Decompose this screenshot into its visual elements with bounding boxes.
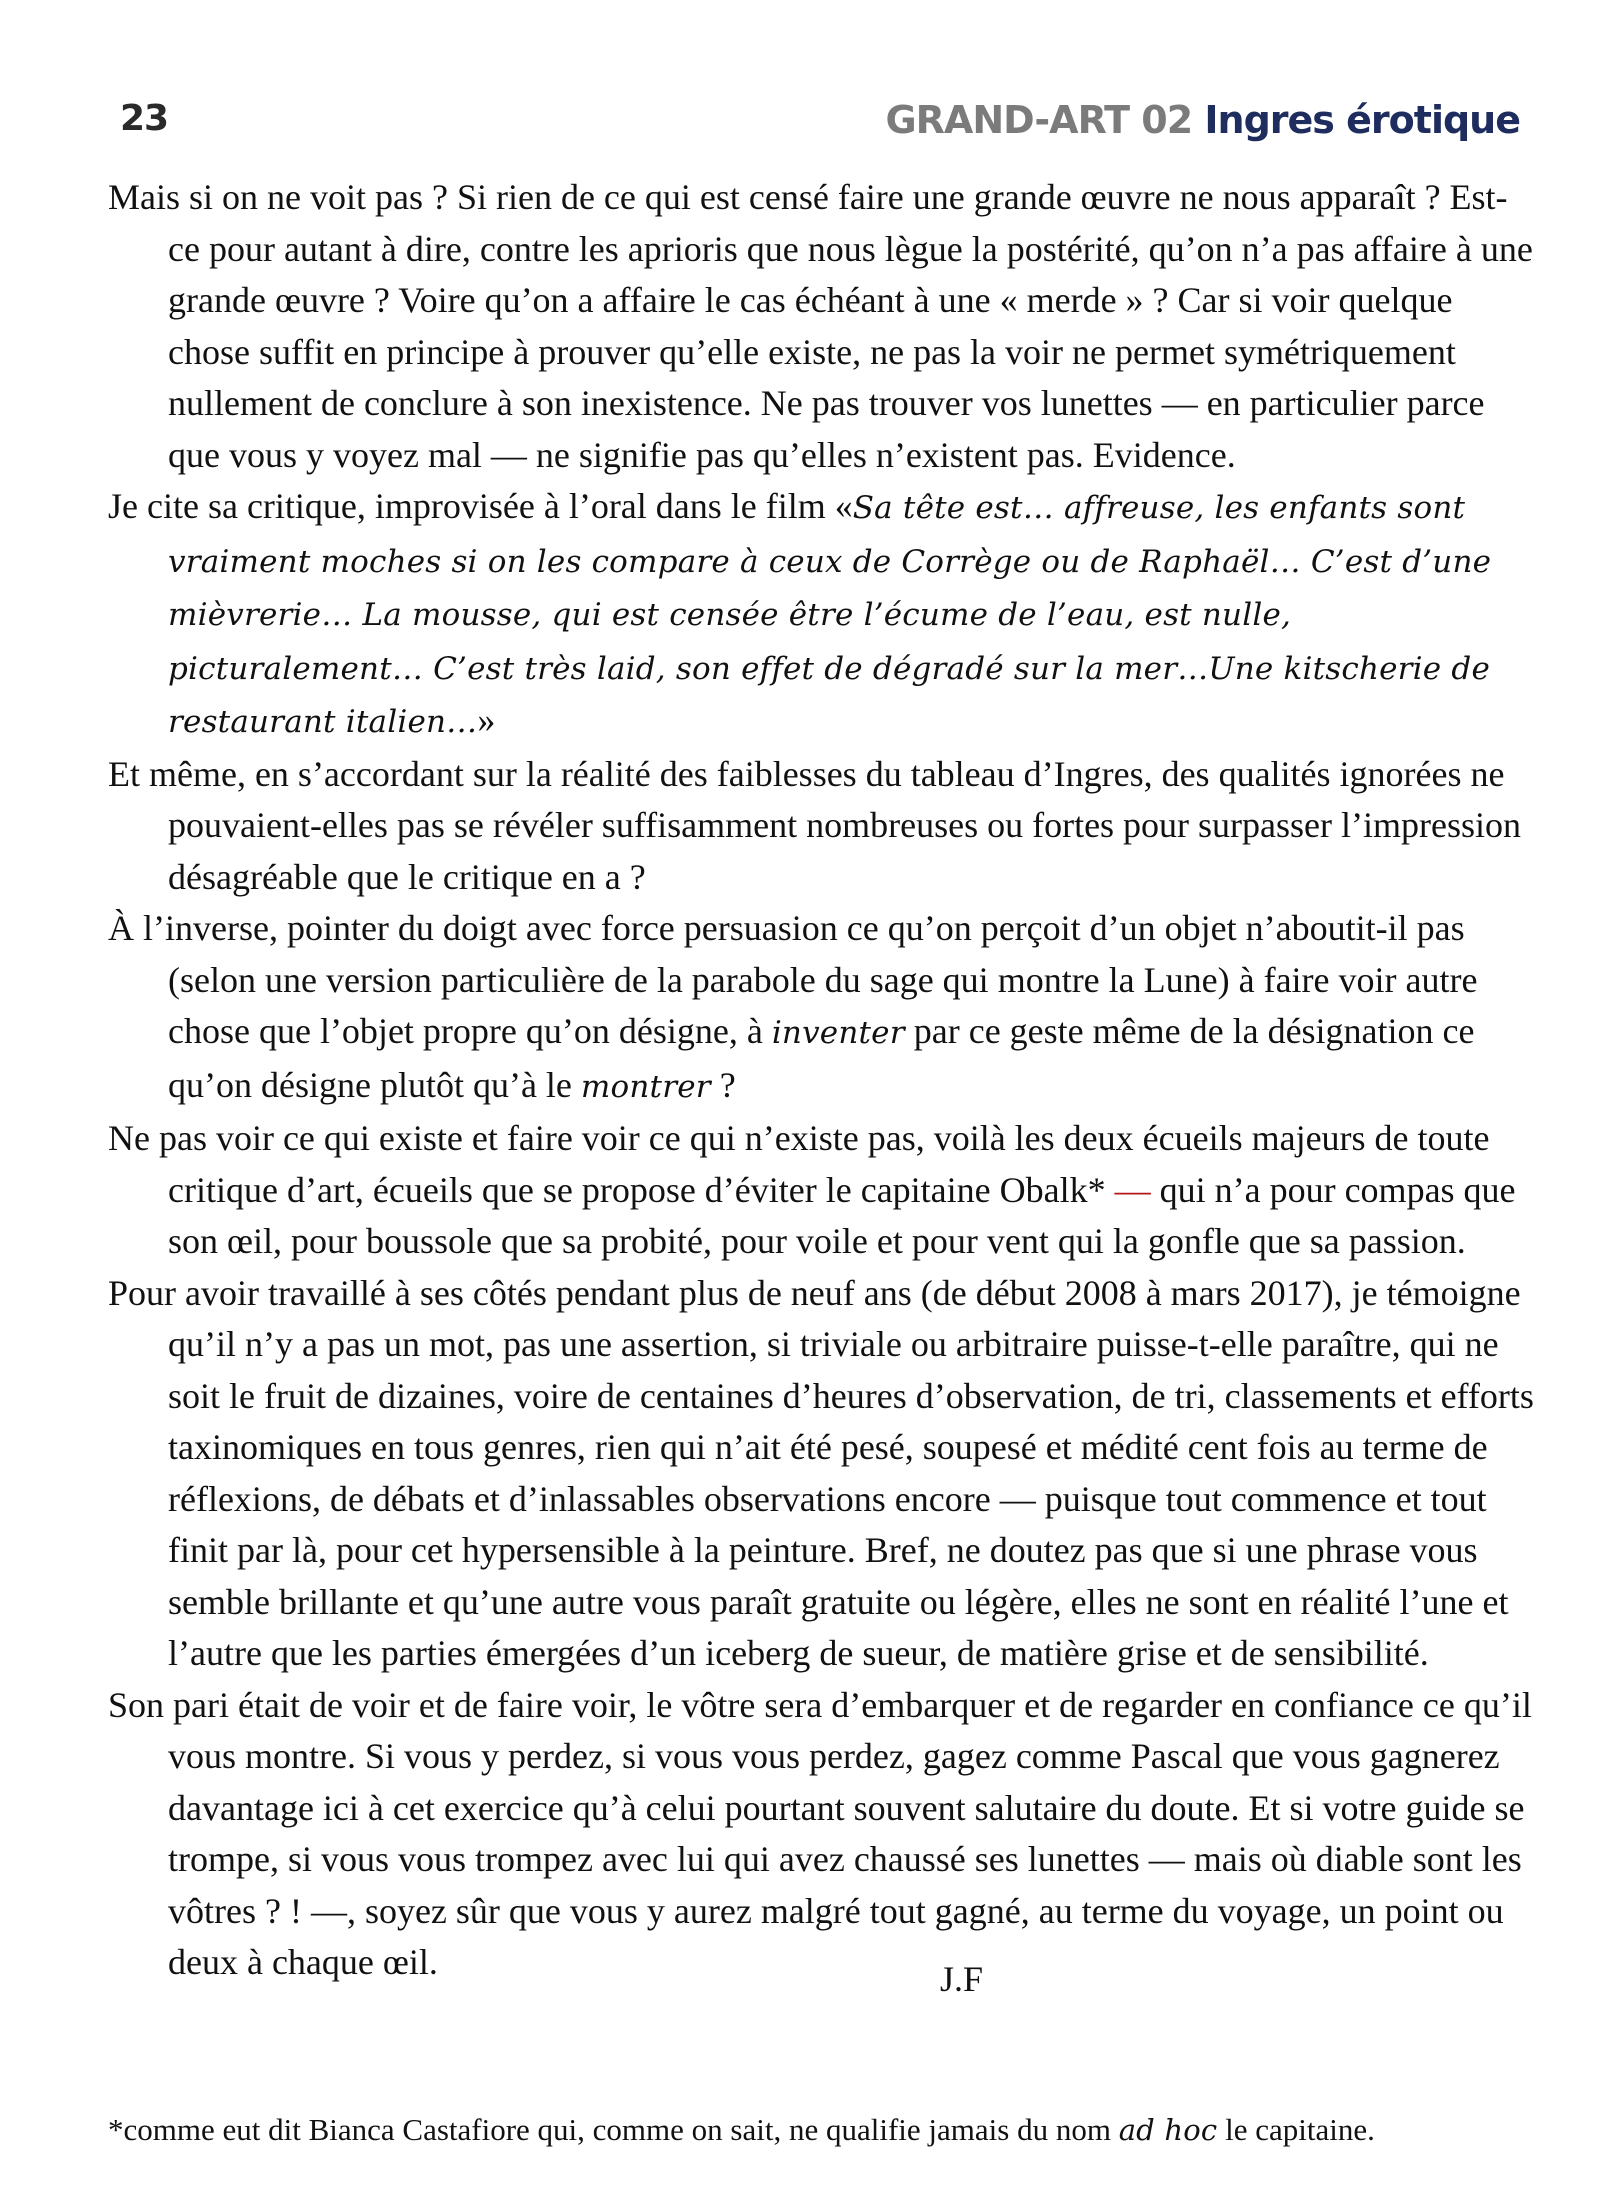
- paragraph-4-text-b: par ce geste même de la désignation ce qu’on désigne plutôt qu’à le: [168, 1011, 1475, 1105]
- red-dash: —: [1114, 1169, 1151, 1210]
- emphasis-inventer: inventer: [771, 1015, 905, 1051]
- paragraph-7: Son pari était de voir et de faire voir, le vôtre sera d’embarquer et de regarder en confiance ce qu’il vous montre. Si vous y perdez, si vous vous perdez, gagez comme Pascal que vous gagnerez davantage ici à cet exercice qu’à celui pourtant souvent salutaire du doute. Et si votre guide se trompe, si vous vous trompez avec lui qui avez chaussé ses lunettes — mais où diable sont les vôtres ? ! —, soyez sûr que vous y aurez malgré tout gagné, au terme du voyage, un point ou deux à chaque œil.: [108, 1684, 1532, 1982]
- quote-intro: Je cite sa critique, improvisée à l’oral dans le film «: [108, 486, 853, 526]
- footnote: [108, 2112, 1375, 2148]
- paragraph-3: Et même, en s’accordant sur la réalité des faiblesses du tableau d’Ingres, des qualités ignorées ne pouvaient-elles pas se révéler suffisamment nombreuses ou fortes pour surpasser l’impression désagréable que le critique en a ?: [108, 753, 1521, 897]
- paragraph-2: [108, 481, 1538, 749]
- paragraph-5-text-a: Ne pas voir ce qui existe et faire voir ce qui n’existe pas, voilà les deux écueils majeurs de toute critique d’art, écueils que se propose d’éviter le capitaine Obalk*: [108, 1118, 1490, 1210]
- footnote-emphasis: ad hoc: [1118, 2113, 1218, 2147]
- emphasis-montrer: montrer: [580, 1068, 711, 1105]
- paragraph-4-text-c: ?: [710, 1064, 736, 1105]
- critic-quote: Sa tête est… affreuse, les enfants sont vraiment moches si on les compare à ceux de Corrège ou de Raphaël… C’est d’une mièvrerie… La mousse, qui est censée être l’écume de l’eau, est nulle, picturalement… C’est très laid, son effet de dégradé sur la mer…Une kitscherie de restaurant italien…: [168, 490, 1492, 740]
- running-title: [885, 98, 1520, 142]
- author-signature: J.F: [940, 1959, 984, 1999]
- paragraph-6: Pour avoir travaillé à ses côtés pendant plus de neuf ans (de début 2008 à mars 2017), je témoigne qu’il n’y a pas un mot, pas une assertion, si triviale ou arbitraire puisse-t-elle paraître, qui ne soit le fruit de dizaines, voire de centaines d’heures d’observation, de tri, classements et efforts taxinomiques en tous genres, rien qui n’ait été pesé, soupesé et médité cent fois au terme de réflexions, de débats et d’inlassables observations encore — puisque tout commence et tout finit par là, pour cet hypersensible à la peinture. Bref, ne doutez pas que si une phrase vous semble brillante et qu’une autre vous paraît gratuite ou légère, elles ne sont en réalité l’une et l’autre que les parties émergées d’un iceberg de sueur, de matière grise et de sensibilité.: [108, 1272, 1534, 1673]
- article-body: [108, 172, 1538, 1989]
- subject-title: Ingres érotique: [1204, 98, 1520, 142]
- page-number: 23: [120, 98, 169, 139]
- paragraph-5: [108, 1113, 1538, 1268]
- footnote-text-a: *comme eut dit Bianca Castafiore qui, comme on sait, ne qualifie jamais du nom: [108, 2112, 1119, 2147]
- paragraph-4: [108, 903, 1538, 1113]
- paragraph-5-text-b: qui n’a pour compas que son œil, pour boussole que sa probité, pour voile et pour vent qui la gonfle que sa passion.: [168, 1169, 1516, 1261]
- series-title: GRAND-ART 02: [885, 98, 1193, 142]
- paragraph-4-text-a: À l’inverse, pointer du doigt avec force persuasion ce qu’on perçoit d’un objet n’aboutit-il pas (selon une version particulière de la parabole du sage qui montre la Lune) à faire voir autre chose que l’objet propre qu’on désigne, à: [108, 908, 1478, 1051]
- running-header: [120, 98, 1520, 154]
- quote-close: »: [477, 700, 496, 740]
- footnote-text-b: le capitaine.: [1217, 2112, 1375, 2147]
- paragraph-1: Mais si on ne voit pas ? Si rien de ce qui est censé faire une grande œuvre ne nous apparaît ? Est-ce pour autant à dire, contre les aprioris que nous lègue la postérité, qu’on n’a pas affaire à une grande œuvre ? Voire qu’on a affaire le cas échéant à une « merde » ? Car si voir quelque chose suffit en principe à prouver qu’elle existe, ne pas la voir ne permet symétriquement nullement de conclure à son inexistence. Ne pas trouver vos lunettes — en particulier parce que vous y voyez mal — ne signifie pas qu’elles n’existent pas. Evidence.: [108, 177, 1533, 475]
